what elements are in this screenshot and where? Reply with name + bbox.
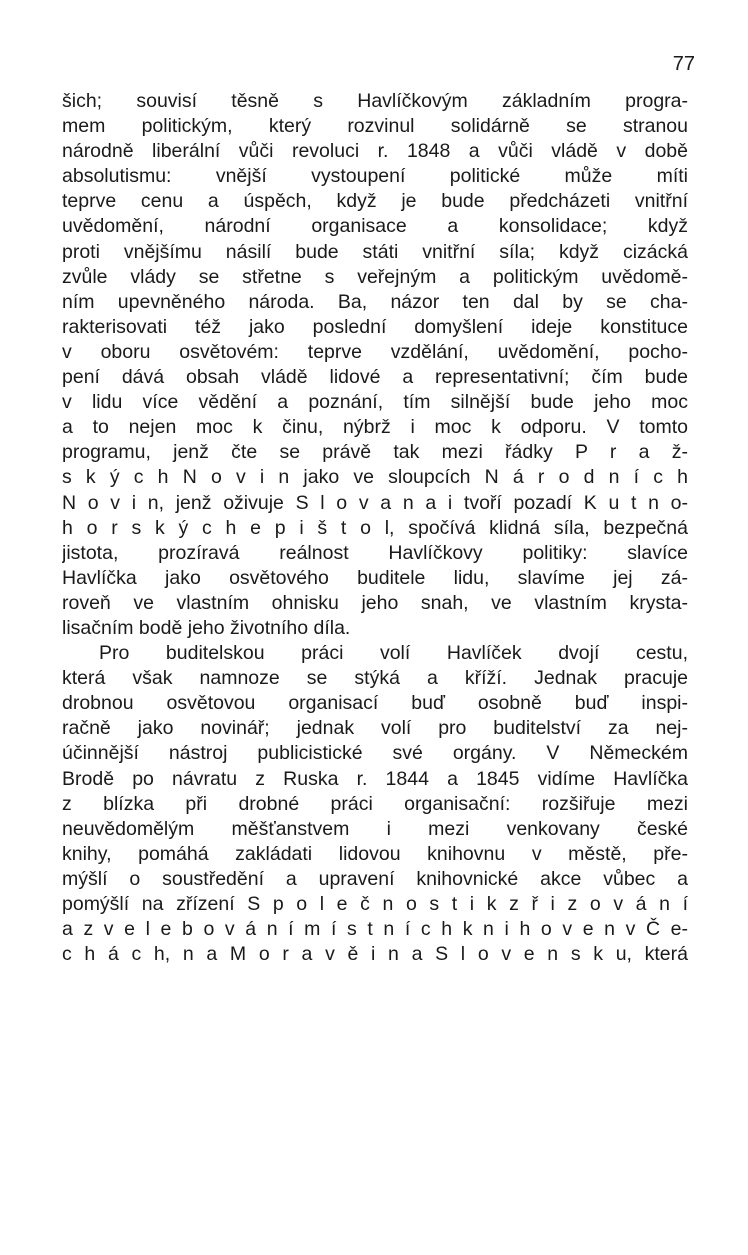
text-line: Pro buditelskou práci volí Havlíček dvojí cestu, (99, 642, 688, 665)
text-line: rakterisovati též jako poslední domyšlení ideje konstituce (62, 315, 688, 338)
text-line: neuvědomělým měšťanstvem i mezi venkovany české (62, 817, 688, 840)
text-line: ním upevněného národa. Ba, názor ten dal by se cha- (62, 290, 688, 313)
text-line: a to nejen moc k činu, nýbrž i moc k odporu. V tomto (62, 416, 688, 439)
text-line: jistota, prozíravá reálnost Havlíčkovy politiky: slavíce (62, 541, 688, 564)
text-line: teprve cenu a úspěch, když je bude předcházeti vnitřní (62, 190, 688, 213)
body-text (62, 89, 688, 967)
text-line: v lidu více vědění a poznání, tím silnější bude jeho moc (62, 391, 688, 414)
text-line: c h á c h, n a M o r a v ě i n a S l o v e n s k u, která (62, 943, 688, 966)
text-line: Havlíčka jako osvětového buditele lidu, slavíme jej zá- (62, 566, 688, 589)
text-line: drobnou osvětovou organisací buď osobně buď inspi- (62, 692, 688, 715)
text-line: roveň ve vlastním ohnisku jeho snah, ve vlastním krysta- (62, 591, 688, 614)
text-line: a z v e l e b o v á n í m í s t n í c h k n i h o v e n v Č e- (62, 918, 688, 941)
text-line: v oboru osvětovém: teprve vzdělání, uvědomění, pocho- (62, 340, 688, 363)
text-line: národně liberální vůči revoluci r. 1848 a vůči vládě v době (62, 140, 688, 163)
text-line: proti vnějšímu násilí bude státi vnitřní síla; když cizácká (62, 240, 688, 263)
text-line: pomýšlí na zřízení S p o l e č n o s t i k z ř i z o v á n í (62, 893, 688, 915)
text-line: knihy, pomáhá zakládati lidovou knihovnu v městě, pře- (62, 842, 688, 865)
text-line: programu, jenž čte se právě tak mezi řádky P r a ž- (62, 441, 688, 464)
text-line: zvůle vlády se střetne s veřejným a politickým uvědomě- (62, 265, 688, 288)
text-line: z blízka při drobné práci organisační: rozšiřuje mezi (62, 792, 688, 815)
text-line: račně jako novinář; jednak volí pro buditelství za nej- (62, 717, 688, 740)
text-line: šich; souvisí těsně s Havlíčkovým základním progra- (62, 90, 688, 112)
page-number: 77 (672, 53, 695, 75)
text-line: pení dává obsah vládě lidové a representativní; čím bude (62, 366, 688, 389)
text-line: N o v i n, jenž oživuje S l o v a n a i tvoří pozadí K u t n o- (62, 491, 688, 514)
text-line: h o r s k ý c h e p i š t o l, spočívá klidná síla, bezpečná (62, 516, 688, 539)
text-line: Brodě po návratu z Ruska r. 1844 a 1845 vidíme Havlíčka (62, 767, 688, 790)
text-line: s k ý c h N o v i n jako ve sloupcích N á r o d n í c h (62, 466, 688, 489)
text-line: absolutismu: vnější vystoupení politické může míti (62, 165, 688, 188)
text-line: lisačním bodě jeho životního díla. (62, 616, 351, 639)
text-line: uvědomění, národní organisace a konsolidace; když (62, 215, 688, 238)
text-line: mýšlí o soustředění a upravení knihovnické akce vůbec a (62, 867, 688, 890)
text-line: mem politickým, který rozvinul solidárně se stranou (62, 115, 688, 138)
text-line: účinnější nástroj publicistické své orgány. V Německém (62, 742, 688, 765)
text-line: která však namnoze se stýká a kříží. Jednak pracuje (62, 667, 688, 690)
